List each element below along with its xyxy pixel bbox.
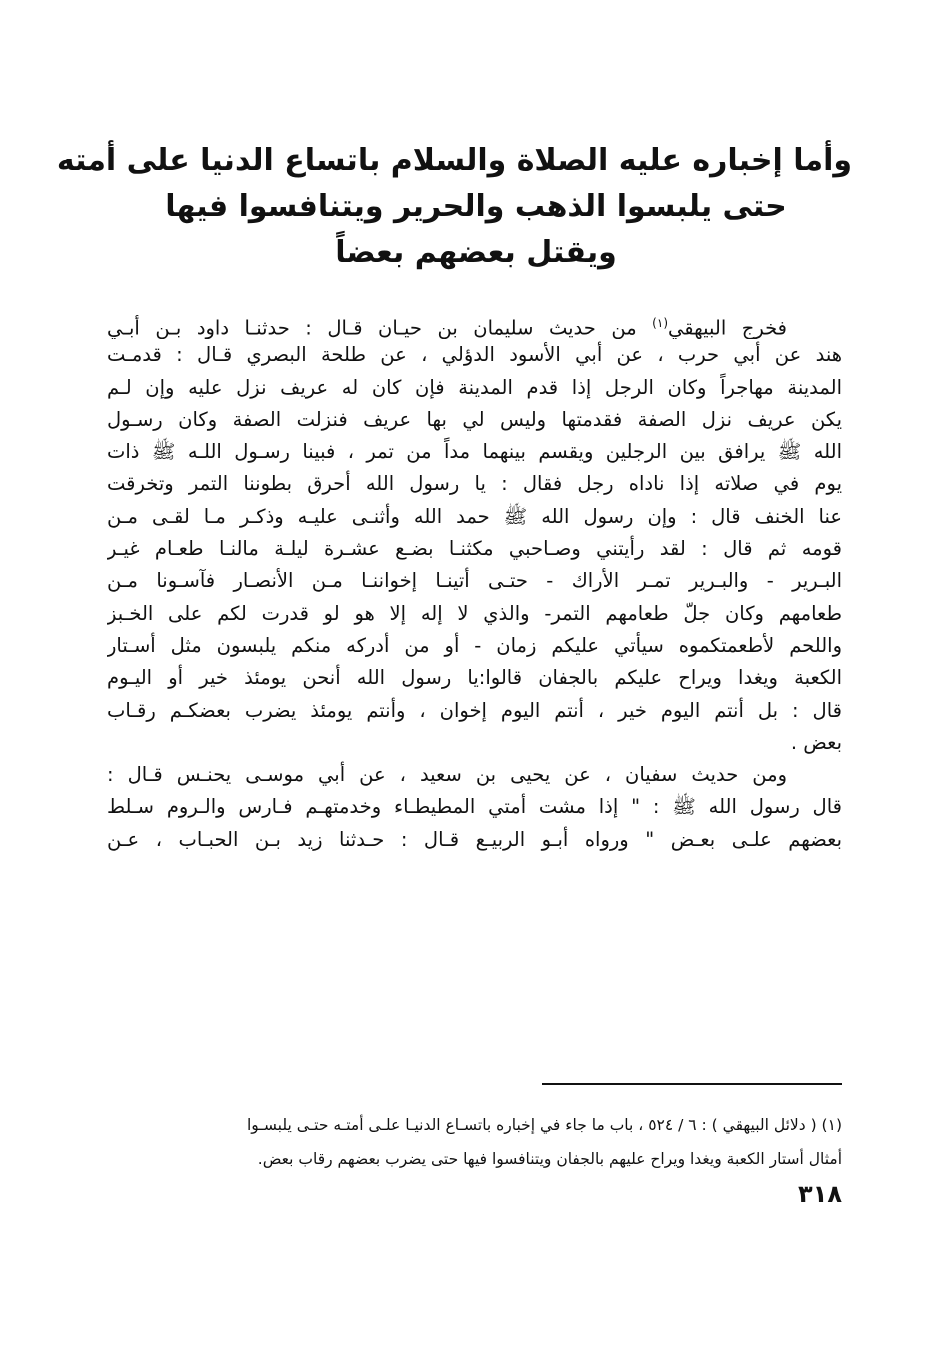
text-line: قال رسول الله ﷺ : " إذا مشت أمتي المطيطـاء وخدمتهـم فـارس والـروم سـلط [107, 795, 842, 819]
title-line-3: ويقتل بعضهم بعضاً [335, 235, 617, 270]
text-line: طعامهم وكان جلّ طعامهم التمر- والذي لا إله إلا هو لو قدرت لكم على الخـبز [107, 601, 842, 625]
footnotes [107, 1108, 842, 1176]
text-line: فخرج البيهقي$^{(١)}$ من حديث سليمان بن حيـان قـال : حدثنـا داود بـن أبـي [107, 316, 788, 340]
text-line: الكعبة ويغدا ويراح عليكم بالجفان قالوا:يا رسول الله أنحن يومئذ خير أو اليـوم [107, 666, 842, 690]
text-line: يكن عريف نزل الصفة فقدمتها وليس لي بها عريف فنزلت الصفة وكان رسـول [107, 407, 842, 431]
text-line: بعضهم علـى بعـض " ورواه أبـو الربيـع قـال : حـدثنا زيد بـن الحبـاب ، عـن [107, 827, 842, 851]
text-line: عنا الخنف قال : وإن رسول الله ﷺ حمد الله وأثنـى عليـه وذكـر مـا لقـى مـن [107, 504, 842, 528]
text-line: ومن حديث سفيان ، عن يحيى بن سعيد ، عن أبي موسـى يحنـس قـال : [107, 763, 787, 787]
text-line: واللحم لأطعمتكموه سيأتي عليكم زمان - أو من أدركه منكم يلبسون مثل أسـتار [107, 633, 842, 657]
title-line-1: وأما إخباره عليه الصلاة والسلام باتساع الدنيا على أمته [56, 143, 852, 178]
footnote-line: (١) ( دلائل البيهقي ) : ٦ / ٥٢٤ ، باب ما جاء في إخباره باتسـاع الدنيـا علـى أمتـه حتـى يلبسـوا [246, 1116, 842, 1134]
footnote-separator [542, 1083, 842, 1085]
text-line: يوم في صلاته إذا ناداه رجل فقال : يا رسول الله أحرق بطوننا التمر وتخرقت [107, 472, 842, 496]
text-line: قال : بل أنتم اليوم خير ، أنتم اليوم إخوان ، وأنتم يومئذ يضرب بعضكـم رقـاب [107, 698, 842, 722]
title-line-2: حتى يلبسوا الذهب والحرير ويتنافسوا فيها [165, 189, 787, 224]
text-line: بعض . [790, 730, 842, 754]
chapter-title [56, 138, 852, 276]
main-text [107, 307, 842, 856]
text-line: قومه ثم قال : لقد رأيتني وصـاحبي مكثنـا بضـع عشـرة ليلـة مالنـا طعـام غيـر [107, 537, 842, 561]
footnote-marker: (١) [652, 316, 668, 330]
text-line: الله ﷺ يرافق بين الرجلين ويقسم بينهما مداً من تمر ، فبينا رسـول اللـه ﷺ ذات [107, 440, 842, 464]
text-line: البـرير - والبـرير تمـر الأراك - حتـى أتينـا إخواننـا مـن الأنصـار فآسـونا مـن [107, 569, 842, 593]
page-number: ٣١٨ [798, 1180, 842, 1208]
text-line: المدينة مهاجراً وكان الرجل إذا قدم المدينة فإن كان له عريف نزل عليه وإن لـم [107, 375, 842, 399]
text-line: هند عن أبي حرب ، عن أبي الأسود الدؤلي ، عن طلحة البصري قـال : قدمـت [107, 343, 842, 367]
footnote-line: أمثال أستار الكعبة ويغدا ويراح عليهم بالجفان ويتنافسوا فيها حتى يضرب بعضهم رقاب بعض. [257, 1150, 842, 1168]
